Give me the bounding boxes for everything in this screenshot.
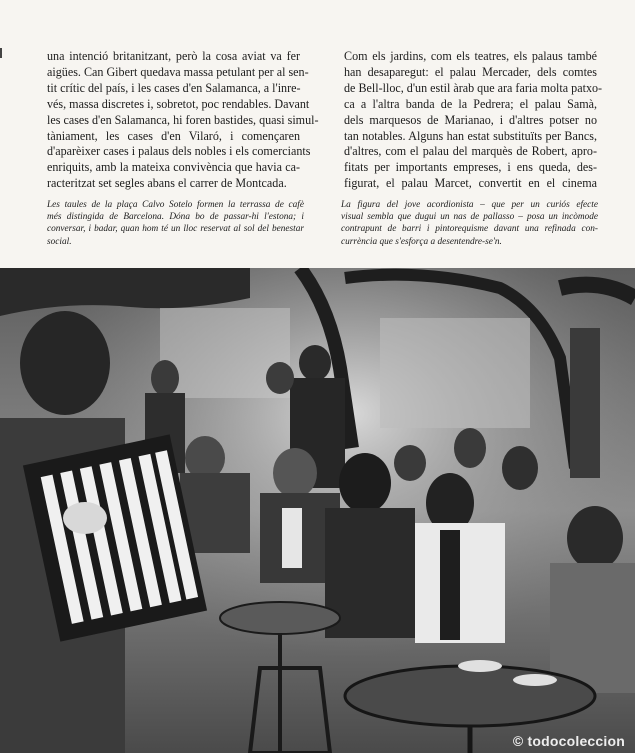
text-line: tàniament, les cases d'en Vilaró, i començaren — [47, 128, 300, 143]
page-edge-mark — [0, 48, 2, 58]
caption-line: Les taules de la plaça Calvo Sotelo formen la terrassa de cafè — [47, 200, 304, 210]
caption-line: currència que s'esforça a desentendre-se'n. — [341, 236, 502, 247]
text-line: enriquits, amb la mateixa convivència que havia ca- — [47, 160, 300, 175]
text-line: vés, massa discretes i, sobretot, poc rendables. Davant — [47, 96, 310, 111]
text-line: les cases d'en Salamanca, hi foren bastides, quasi simul- — [47, 112, 319, 127]
text-column-right — [344, 49, 603, 192]
text-line: figurat, el palau Marcet, convertit en el cinema — [344, 176, 597, 191]
text-line: d'aparèixer cases i palaus dels nobles i els comerciants — [47, 144, 311, 159]
text-line: dels marquesos de Marianao, i d'altres potser no — [344, 112, 597, 127]
text-column-left — [47, 49, 319, 192]
text-line: aigües. Can Gibert quedava massa petulant per al sen- — [47, 64, 309, 79]
text-line: d'altres, com el palau del marquès de Robert, apro- — [344, 144, 597, 159]
text-line: tan notables. Alguns han estat substituïts per Bancs, — [344, 128, 597, 143]
text-line: Com els jardins, com els teatres, els palaus també — [344, 49, 597, 63]
caption-line: contrapunt de barri i pintorequisme davant una refinada con- — [341, 224, 598, 235]
caption-line: conversar, i badar, quan hom té un lloc reservat al sol del benestar — [47, 224, 304, 235]
text-line: racteritzat set segles abans el carrer de Montcada. — [47, 176, 287, 191]
text-line: una intenció britanitzant, però la cosa aviat va fer — [47, 49, 300, 63]
text-line: han desaparegut: el palau Mercader, dels comtes — [344, 64, 597, 79]
caption-line: La figura del jove acordionista – que per un curiós efecte — [341, 200, 598, 210]
text-line: ca a l'altra banda de la Pedrera; el palau Samà, — [344, 96, 597, 111]
photo-caption-right — [341, 199, 598, 248]
text-line: de Bell-lloc, d'un estil àrab que ara faria molta patxo- — [344, 80, 603, 95]
text-line: tit crític del país, i les cases d'en Salamanca, a l'inre- — [47, 80, 301, 95]
caption-line: social. — [47, 236, 72, 247]
watermark: © todocoleccion — [512, 733, 625, 749]
cafe-terrace-photo — [0, 268, 635, 753]
text-line: fitats per importants empreses, i ens queda, des- — [344, 160, 597, 175]
photo-caption-left — [47, 199, 304, 248]
caption-line: més distingida de Barcelona. Dóna bo de passar-hi l'estona; i — [47, 212, 304, 223]
caption-line: visual sembla que dugui un nas de pallasso – posa un incòmode — [341, 212, 598, 223]
